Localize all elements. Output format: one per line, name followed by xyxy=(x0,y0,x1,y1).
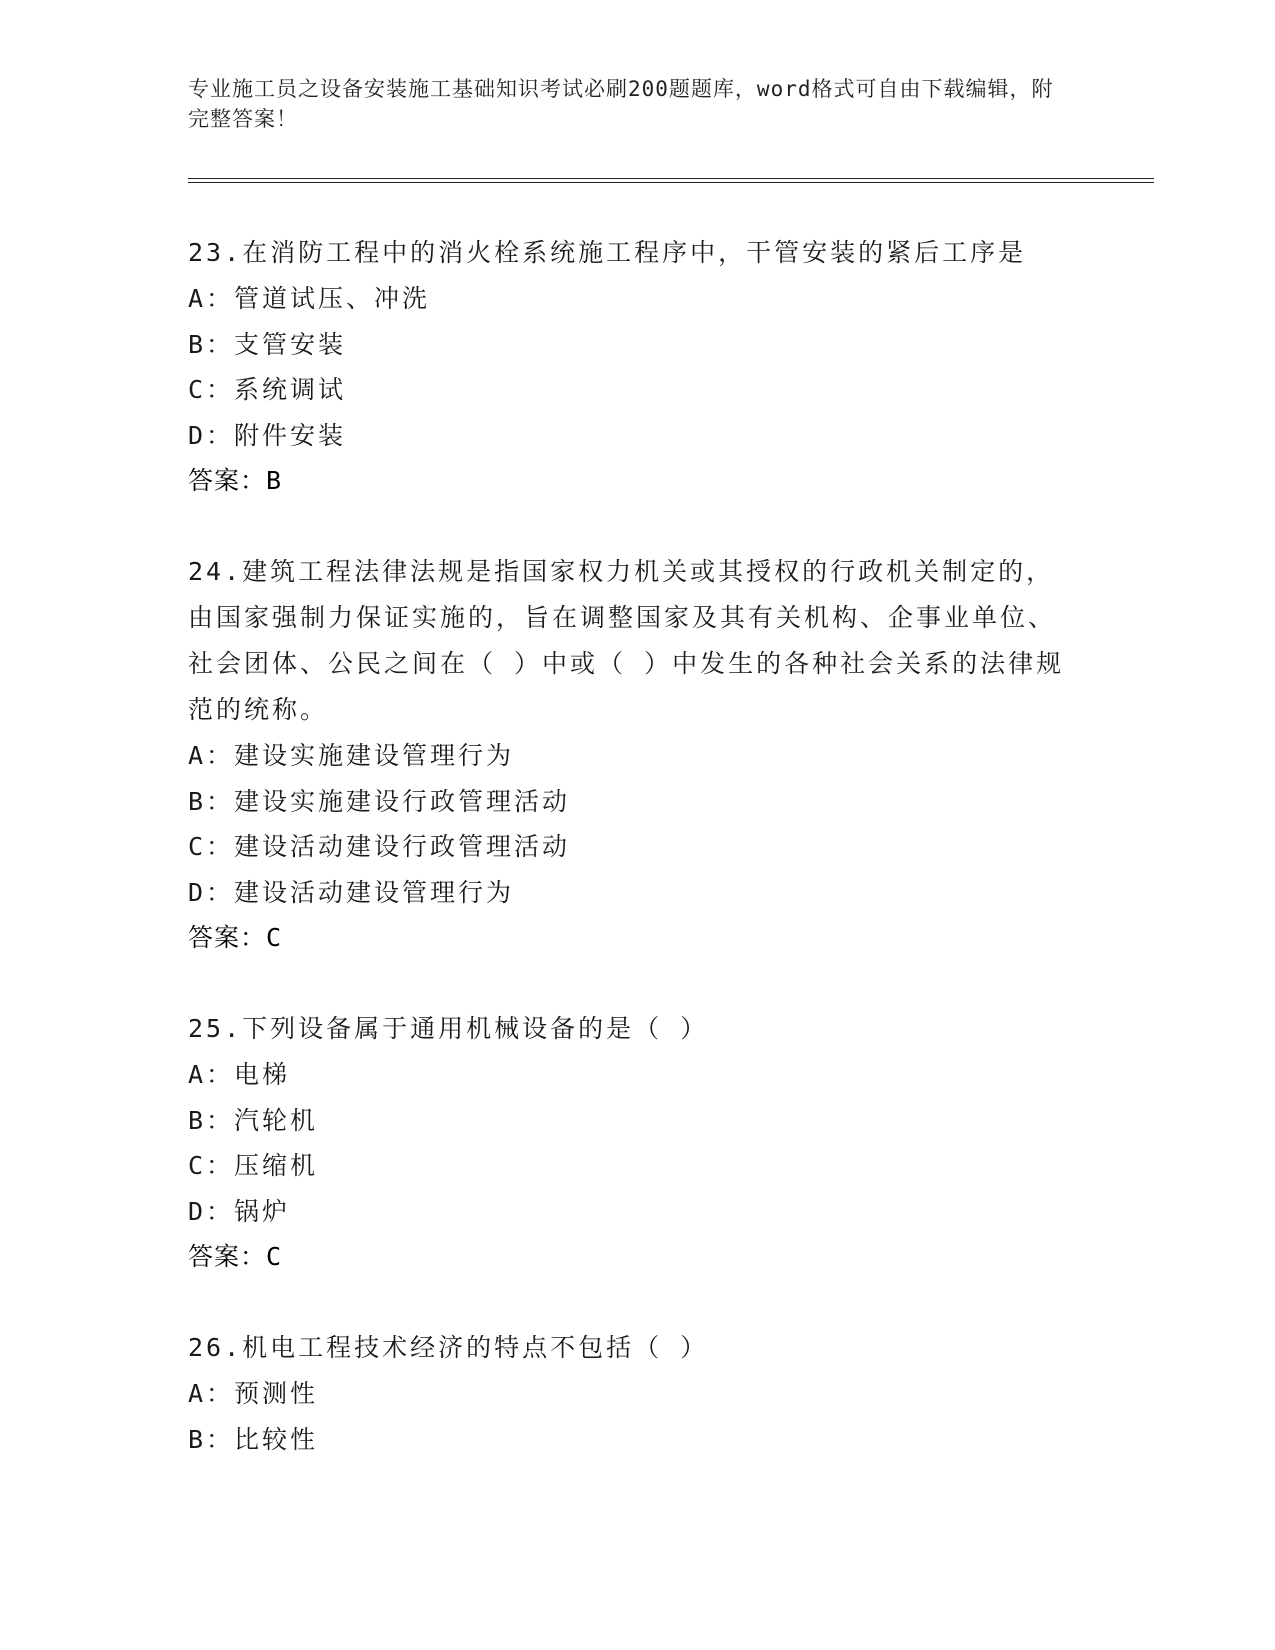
question-24 xyxy=(188,549,1068,961)
answer-line: 答案：C xyxy=(188,923,283,952)
option-d: D：建设活动建设管理行为 xyxy=(188,877,515,907)
answer-line: 答案：B xyxy=(188,466,283,495)
option-b: B：比较性 xyxy=(188,1424,319,1454)
option-c: C：系统调试 xyxy=(188,375,347,404)
question-23 xyxy=(188,230,1068,504)
option-c: C：建设活动建设行政管理活动 xyxy=(188,832,571,861)
document-header: 专业施工员之设备安装施工基础知识考试必刷200题题库，word格式可自由下载编辑，附完整答案！ xyxy=(188,77,1054,131)
option-d: D：锅炉 xyxy=(188,1196,291,1226)
question-stem: 25.下列设备属于通用机械设备的是（ ） xyxy=(188,1014,709,1043)
question-stem: 24.建筑工程法律法规是指国家权力机关或其授权的行政机关制定的，由国家强制力保证实施的，旨在调整国家及其有关机构、企事业单位、社会团体、公民之间在（ ）中或（ ）中发生的各种社会关系的法律规范的统称。 xyxy=(188,557,1065,724)
option-a: A：管道试压、冲洗 xyxy=(188,284,431,313)
option-c: C：压缩机 xyxy=(188,1151,319,1180)
option-a: A：电梯 xyxy=(188,1060,291,1089)
question-25 xyxy=(188,1006,1068,1280)
option-b: B：建设实施建设行政管理活动 xyxy=(188,786,571,816)
option-b: B：支管安装 xyxy=(188,329,347,359)
option-d: D：附件安装 xyxy=(188,420,347,450)
answer-line: 答案：C xyxy=(188,1242,283,1271)
question-stem: 26.机电工程技术经济的特点不包括（ ） xyxy=(188,1333,709,1362)
question-list xyxy=(188,230,1068,1507)
option-a: A：建设实施建设管理行为 xyxy=(188,741,515,770)
question-26 xyxy=(188,1325,1068,1462)
option-b: B：汽轮机 xyxy=(188,1105,319,1135)
question-stem: 23.在消防工程中的消火栓系统施工程序中，干管安装的紧后工序是 xyxy=(188,238,1027,267)
header-divider xyxy=(188,178,1154,183)
option-a: A：预测性 xyxy=(188,1379,319,1408)
